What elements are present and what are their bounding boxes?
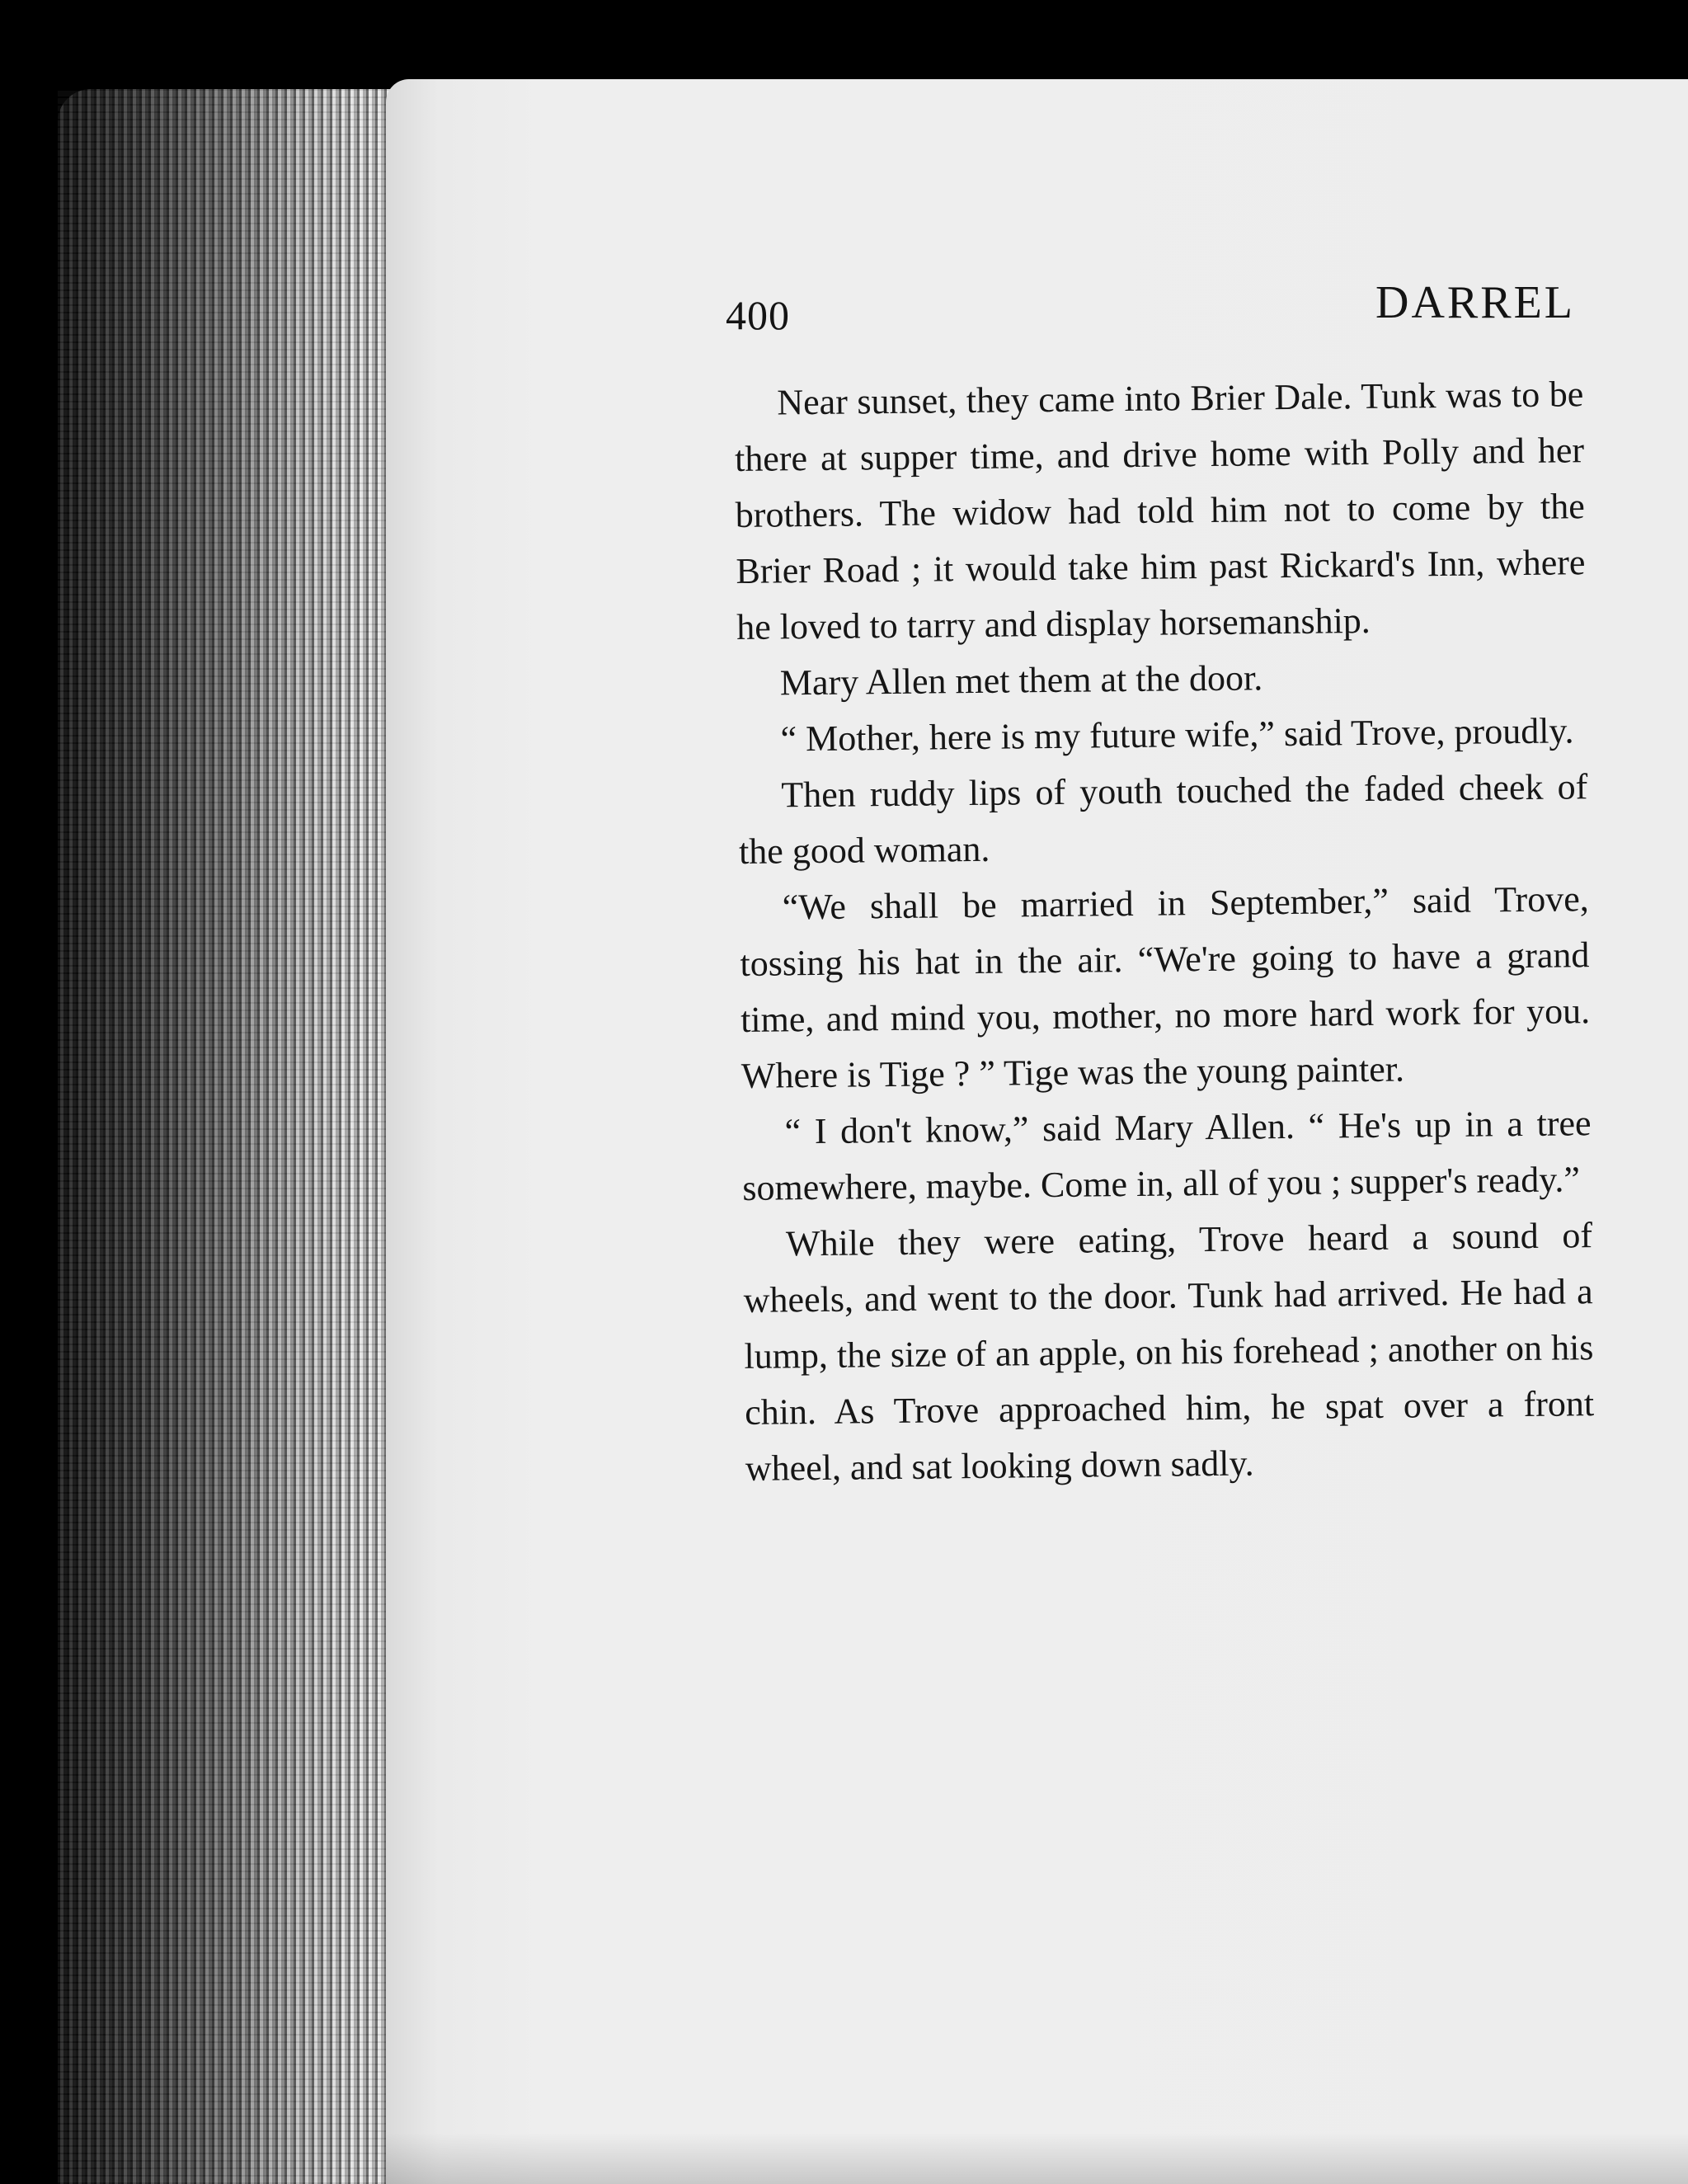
paragraph: While they were eating, Trove heard a sound of wheels, and went to the door. Tunk had arrived. He had a lump, the size of an apple, on his forehead ; another on his chin. As Trove approached him, he spat over a front wheel, and sat looking down sadly. xyxy=(743,1215,1595,1489)
running-head xyxy=(726,276,1575,342)
paragraph: “ Mother, here is my future wife,” said Trove, proudly. xyxy=(780,710,1574,760)
page-number: 400 xyxy=(726,292,790,338)
book-page-edges xyxy=(58,89,404,2184)
paragraph: Mary Allen met them at the door. xyxy=(779,657,1263,704)
paragraph: “ I don't know,” said Mary Allen. “ He's up in a tree somewhere, maybe. Come in, all of you ; supper's ready.” xyxy=(742,1103,1592,1208)
body-text xyxy=(734,366,1595,1497)
running-title: DARREL xyxy=(1375,277,1575,328)
paragraph: Then ruddy lips of youth touched the faded cheek of the good woman. xyxy=(738,766,1588,872)
paragraph: “We shall be married in September,” said Trove, tossing his hat in the air. “We're going to have a grand time, and mind you, mother, no more hard work for you. Where is Tige ? ” Tige was the young painter. xyxy=(740,878,1591,1096)
paragraph: Near sunset, they came into Brier Dale. Tunk was to be there at supper time, and drive home with Polly and her brothers. The widow had told him not to come by the Brier Road ; it would take him past Rickard's Inn, where he loved to tarry and display horsemanship. xyxy=(734,374,1586,647)
